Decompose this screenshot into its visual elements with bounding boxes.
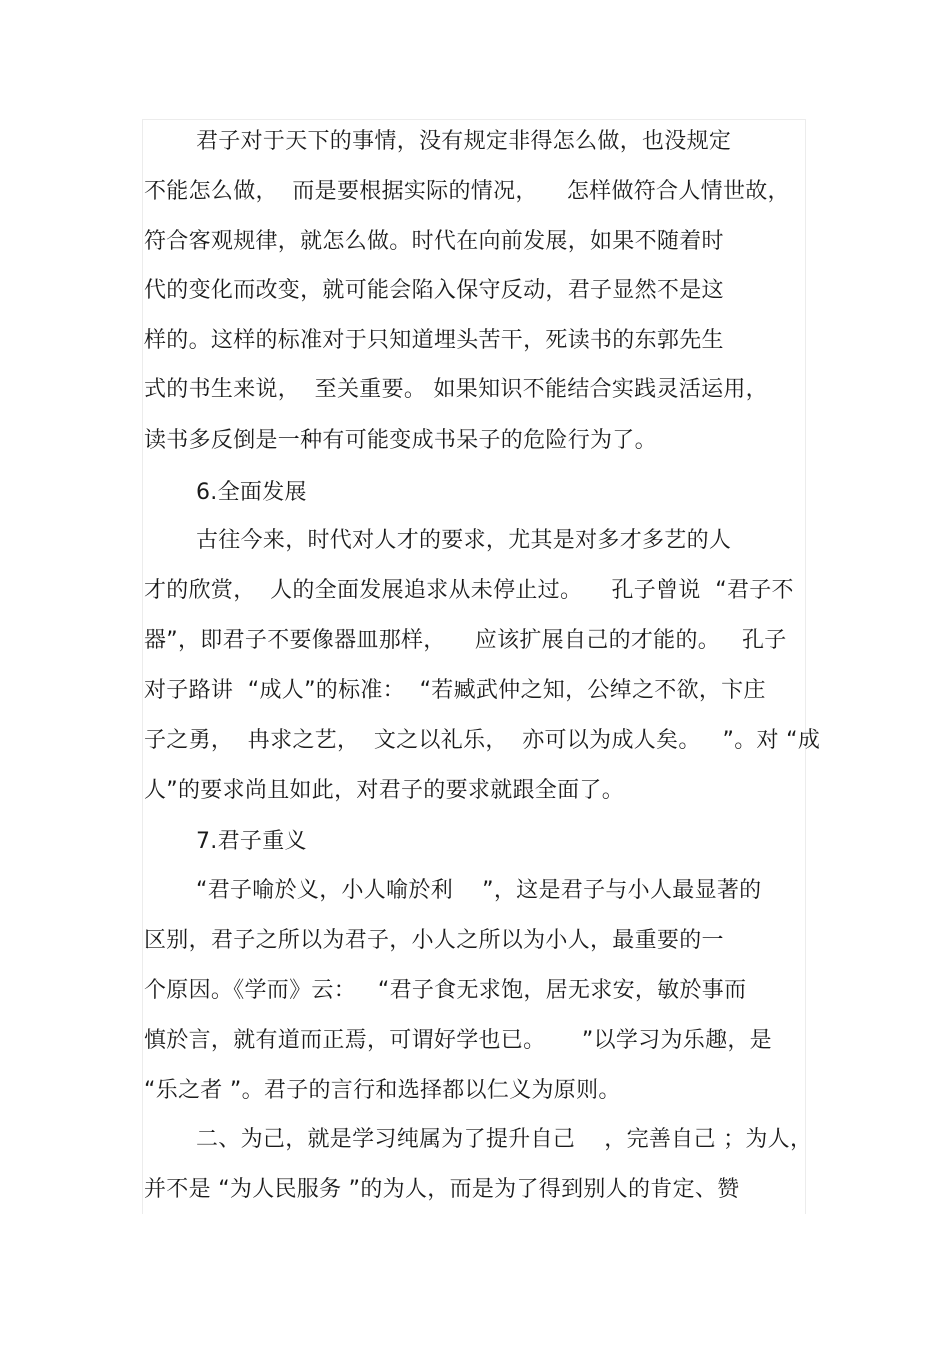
- text-line: 慎於言，就有道而正焉，可谓好学也已。 ”以学习为乐趣，是: [144, 1028, 772, 1053]
- text-line: 读书多反倒是一种有可能变成书呆子的危险行为了。: [144, 428, 657, 453]
- text-line: 样的。这样的标准对于只知道埋头苦干，死读书的东郭先生: [144, 328, 724, 353]
- text-line: “乐之者 ”。君子的言行和选择都以仁义为原则。: [144, 1078, 621, 1103]
- text-line: 式的书生来说， 至关重要。 如果知识不能结合实践灵活运用，: [144, 377, 768, 402]
- section-heading: 7.君子重义: [196, 829, 307, 854]
- text-line: 才的欣赏， 人的全面发展追求从未停止过。 孔子曾说 “君子不: [144, 578, 794, 603]
- text-line: 器”，即君子不要像器皿那样， 应该扩展自己的才能的。 孔子: [144, 628, 787, 653]
- text-line: 代的变化而改变，就可能会陷入保守反动，君子显然不是这: [144, 278, 724, 303]
- text-line: “君子喻於义，小人喻於利 ”，这是君子与小人最显著的: [196, 878, 762, 903]
- text-line: 对子路讲 “成人”的标准： “若臧武仲之知，公绰之不欲，卞庄: [144, 678, 766, 703]
- text-line: 二、为己，就是学习纯属为了提升自己 ，完善自己 ；为人，: [196, 1127, 813, 1152]
- text-line: 区别，君子之所以为君子，小人之所以为小人，最重要的一: [144, 928, 724, 953]
- text-line: 君子对于天下的事情，没有规定非得怎么做，也没规定: [196, 129, 732, 154]
- text-line: 并不是 “为人民服务 ”的为人，而是为了得到别人的肯定、赞: [144, 1177, 740, 1202]
- text-line: 符合客观规律，就怎么做。时代在向前发展，如果不随着时: [144, 229, 724, 254]
- text-line: 子之勇， 冉求之艺， 文之以礼乐， 亦可以为成人矣。 ”。对 “成: [144, 728, 821, 753]
- text-line: 不能怎么做， 而是要根据实际的情况， 怎样做符合人情世故，: [144, 179, 790, 204]
- text-line: 个原因。《学而》云： “君子食无求饱，居无求安，敏於事而: [144, 978, 747, 1003]
- text-line: 人”的要求尚且如此，对君子的要求就跟全面了。: [144, 778, 624, 803]
- text-line: 古往今来，时代对人才的要求，尤其是对多才多艺的人: [196, 528, 732, 553]
- section-heading: 6.全面发展: [196, 480, 307, 505]
